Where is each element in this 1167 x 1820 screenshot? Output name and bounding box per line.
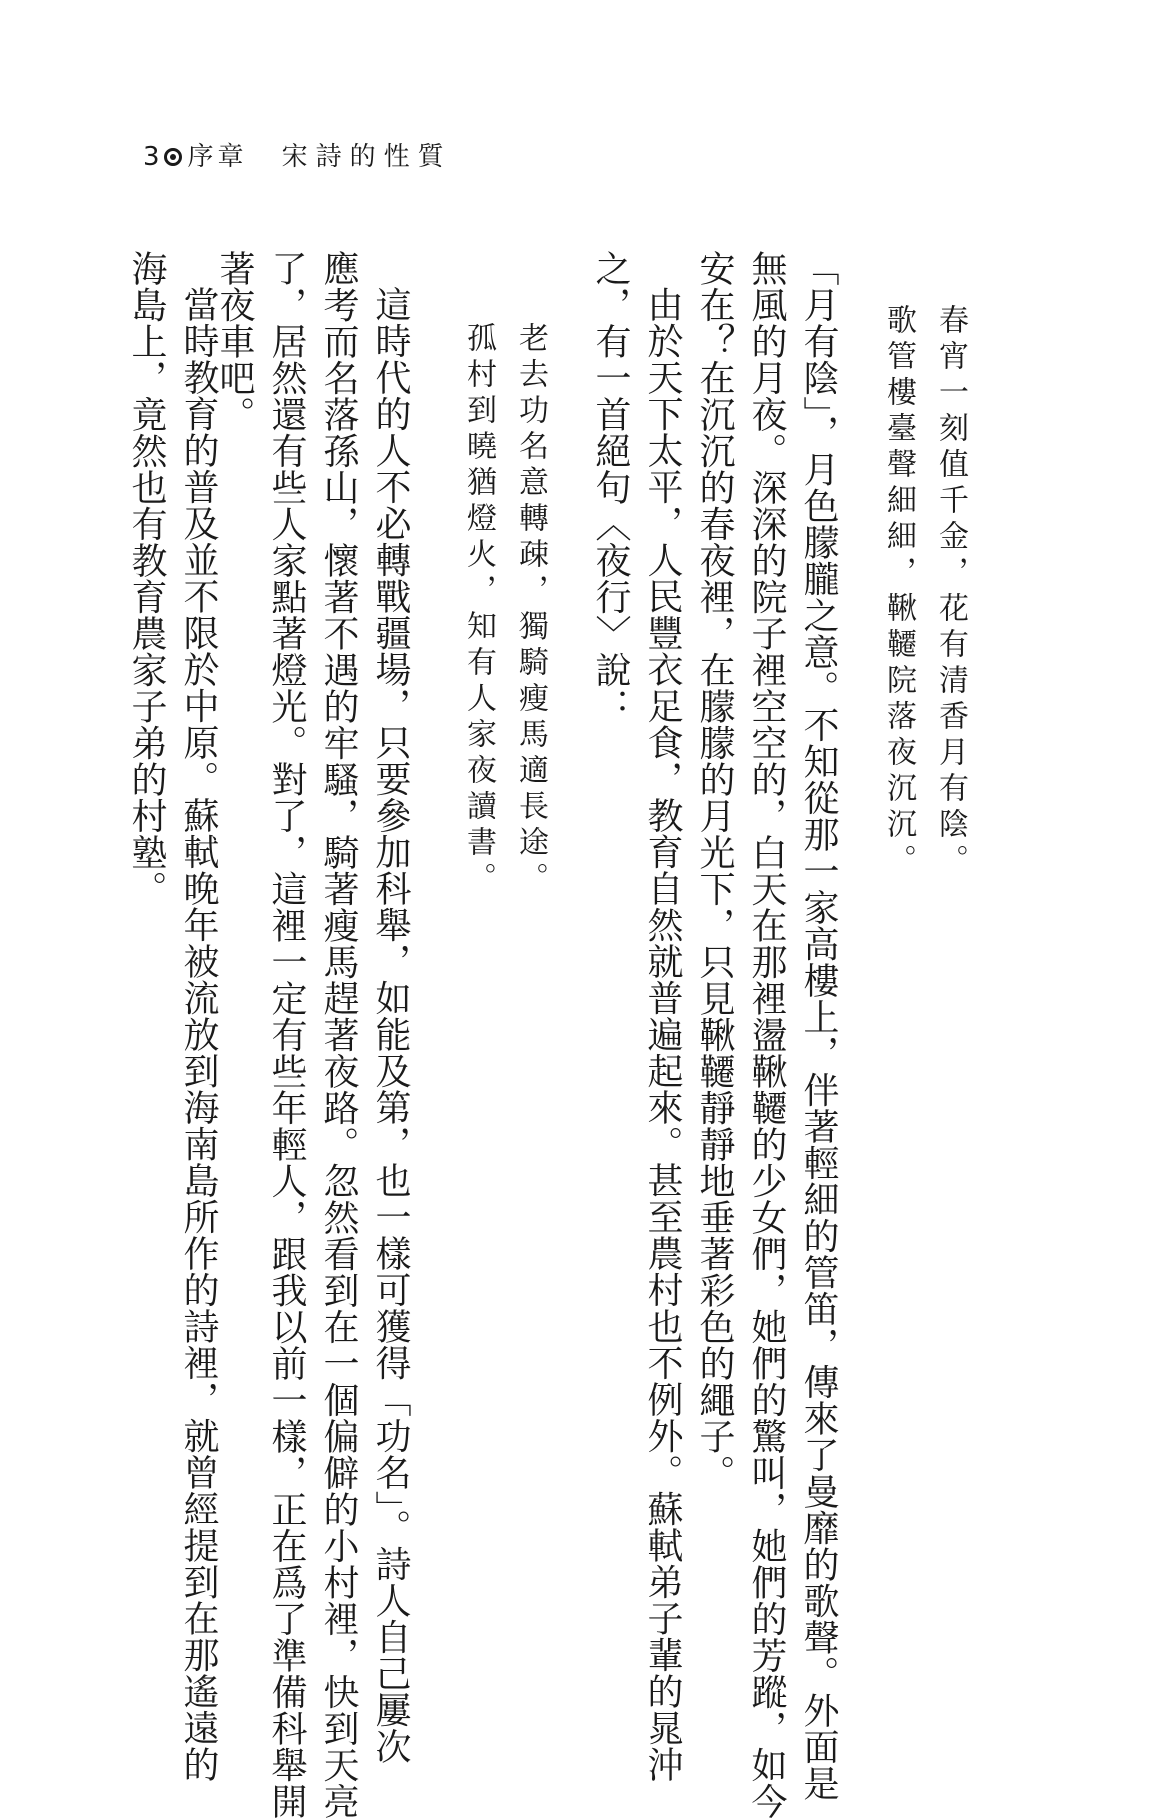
chapter-title: 宋詩的性質	[281, 142, 452, 172]
text-column: 「月有陰」，月色朦朧之意。不知從那一家高樓上，伴著輕細的管笛，傳來了曼靡的歌聲。外面是	[798, 250, 839, 1802]
text-column: 之，有一首絕句〈夜行〉說：	[590, 250, 631, 725]
double-circle-icon	[164, 148, 182, 166]
text-column: 安在？在沉沉的春夜裡，在朦朦的月光下，只見鞦韆靜靜地垂著彩色的繩子。	[694, 250, 735, 1491]
running-head	[143, 140, 452, 174]
page-number: 3	[143, 142, 160, 172]
text-column: 這時代的人不必轉戰疆場，只要參加科舉，如能及第，也一樣可獲得「功名」。詩人自己屢次	[370, 286, 411, 1765]
text-column: 著夜車吧。	[214, 250, 255, 433]
poem1-line2: 歌管樓臺聲細細，鞦韆院落夜沉沉。	[881, 304, 916, 880]
text-column: 由於天下太平，人民豐衣足食，教育自然就普遍起來。甚至農村也不例外。蘇軾弟子輩的晁沖	[642, 286, 683, 1783]
text-column: 了，居然還有些人家點著燈光。對了，這裡一定有些年輕人，跟我以前一樣，正在爲了準備科舉開	[266, 250, 307, 1820]
text-column: 無風的月夜。深深的院子裡空空的，白天在那裡盪鞦韆的少女們，她們的驚叫，她們的芳蹤，如今	[746, 250, 787, 1820]
text-column: 應考而名落孫山，懷著不遇的牢騷，騎著瘦馬趕著夜路。忽然看到在一個偏僻的小村裡，快到天亮	[318, 250, 359, 1820]
chapter-label: 序章	[187, 142, 248, 172]
poem2-line2: 孤村到曉猶燈火，知有人家夜讀書。	[461, 322, 496, 898]
text-column: 當時教育的普及並不限於中原。蘇軾晚年被流放到海南島所作的詩裡，就曾經提到在那遙遠的	[178, 286, 219, 1783]
poem1-line1: 春宵一刻值千金，花有清香月有陰。	[933, 304, 968, 880]
poem2-line1: 老去功名意轉疎，獨騎瘦馬適長途。	[513, 322, 548, 898]
text-column: 海島上，竟然也有教育農家子弟的村塾。	[126, 250, 167, 907]
